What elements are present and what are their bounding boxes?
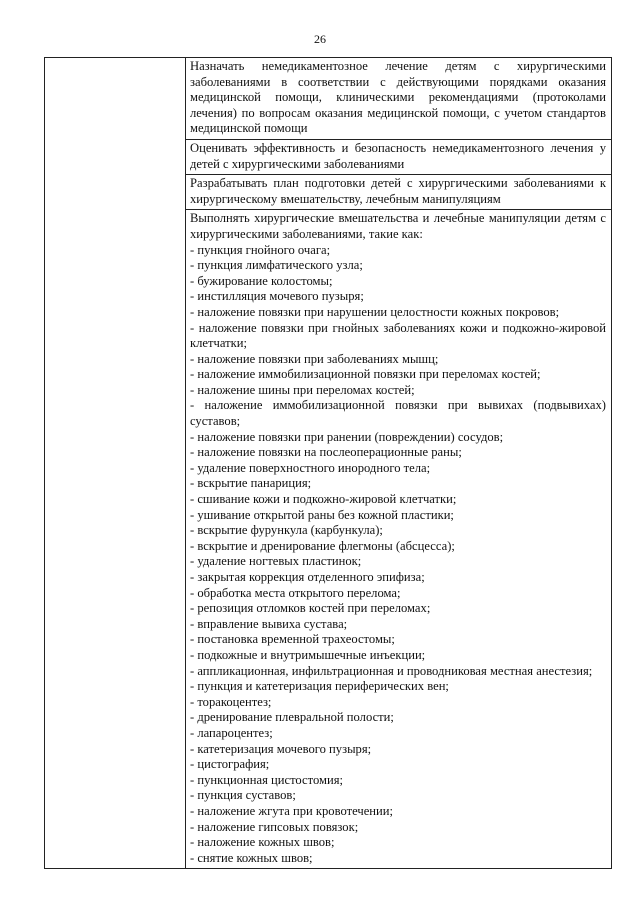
list-item: - наложение повязки на послеоперационные раны; — [190, 445, 462, 460]
table-row-procedures — [185, 210, 611, 868]
table-row-nonpharm-treatment: Назначать немедикаментозное лечение детям с хирургическими заболеваниями в соответствии с действующими порядками оказания медицинской помощи, клиническими рекомендациями (протоколами лечения) по вопросам оказания медицинской помощи, с учетом стандартов медицинской помощи — [185, 58, 611, 140]
list-item: - наложение иммобилизационной повязки при вывихах (подвывихах) суставов; — [190, 398, 606, 429]
list-item: - репозиция отломков костей при переломах; — [190, 601, 431, 616]
list-item: - наложение гипсовых повязок; — [190, 819, 359, 834]
list-item: - пункция и катетеризация периферических вен; — [190, 679, 449, 694]
list-item: - вскрытие панариция; — [190, 476, 312, 491]
empty-left-column — [44, 58, 186, 868]
list-item: - аппликационная, инфильтрационная и проводниковая местная анестезия; — [190, 663, 593, 678]
list-item: - вскрытие фурункула (карбункула); — [190, 523, 383, 538]
list-item: - вправление вывиха сустава; — [190, 616, 348, 631]
list-item: - вскрытие и дренирование флегмоны (абсцесса); — [190, 538, 455, 553]
page-number: 26 — [314, 32, 326, 46]
list-item: - удаление ногтевых пластинок; — [190, 554, 362, 569]
list-item: - пункция гнойного очага; — [190, 242, 331, 257]
list-item: - снятие кожных швов; — [190, 850, 313, 865]
list-item: - наложение повязки при заболеваниях мышц; — [190, 351, 439, 366]
list-item: - наложение повязки при ранении (повреждении) сосудов; — [190, 429, 504, 444]
list-item: - дренирование плевральной полости; — [190, 710, 394, 725]
table-row-evaluate-efficacy: Оценивать эффективность и безопасность немедикаментозного лечения у детей с хирургическими заболеваниями — [185, 140, 611, 175]
list-item: - пункционная цистостомия; — [190, 772, 344, 787]
list-item: - пункция лимфатического узла; — [190, 258, 363, 273]
list-item: - катетеризация мочевого пузыря; — [190, 741, 372, 756]
list-item: - сшивание кожи и подкожно-жировой клетчатки; — [190, 492, 457, 507]
list-item: - торакоцентез; — [190, 694, 272, 709]
list-item: - закрытая коррекция отделенного эпифиза; — [190, 570, 425, 584]
list-item: - наложение жгута при кровотечении; — [190, 803, 394, 818]
list-item: - инстилляция мочевого пузыря; — [190, 289, 364, 304]
procedures-intro: Выполнять хирургические вмешательства и лечебные манипуляции детям с хирургическими заболеваниями, такие как: — [190, 211, 606, 241]
list-item: - наложение кожных швов; — [190, 835, 335, 850]
list-item: - обработка места открытого перелома; — [190, 585, 401, 600]
list-item: - наложение иммобилизационной повязки при переломах костей; — [190, 367, 541, 382]
list-item: - подкожные и внутримышечные инъекции; — [190, 647, 426, 662]
competency-table — [44, 57, 612, 869]
list-item: - ушивание открытой раны без кожной пластики; — [190, 507, 454, 522]
list-item: - удаление поверхностного инородного тела; — [190, 460, 431, 475]
list-item: - наложение повязки при гнойных заболеваниях кожи и подкожно-жировой клетчатки; — [190, 320, 606, 351]
list-item: - цистография; — [190, 757, 270, 772]
actions-column — [185, 58, 612, 868]
list-item: - лапароцентез; — [190, 725, 273, 740]
list-item: - постановка временной трахеостомы; — [190, 632, 395, 647]
procedures-list — [190, 243, 606, 867]
list-item: - бужирование колостомы; — [190, 273, 333, 288]
list-item: - наложение шины при переломах костей; — [190, 382, 415, 397]
list-item: - наложение повязки при нарушении целостности кожных покровов; — [190, 304, 560, 319]
list-item: - пункция суставов; — [190, 788, 296, 803]
table-row-preparation-plan: Разрабатывать план подготовки детей с хирургическими заболеваниями к хирургическому вмешательству, лечебным манипуляциям — [185, 175, 611, 210]
